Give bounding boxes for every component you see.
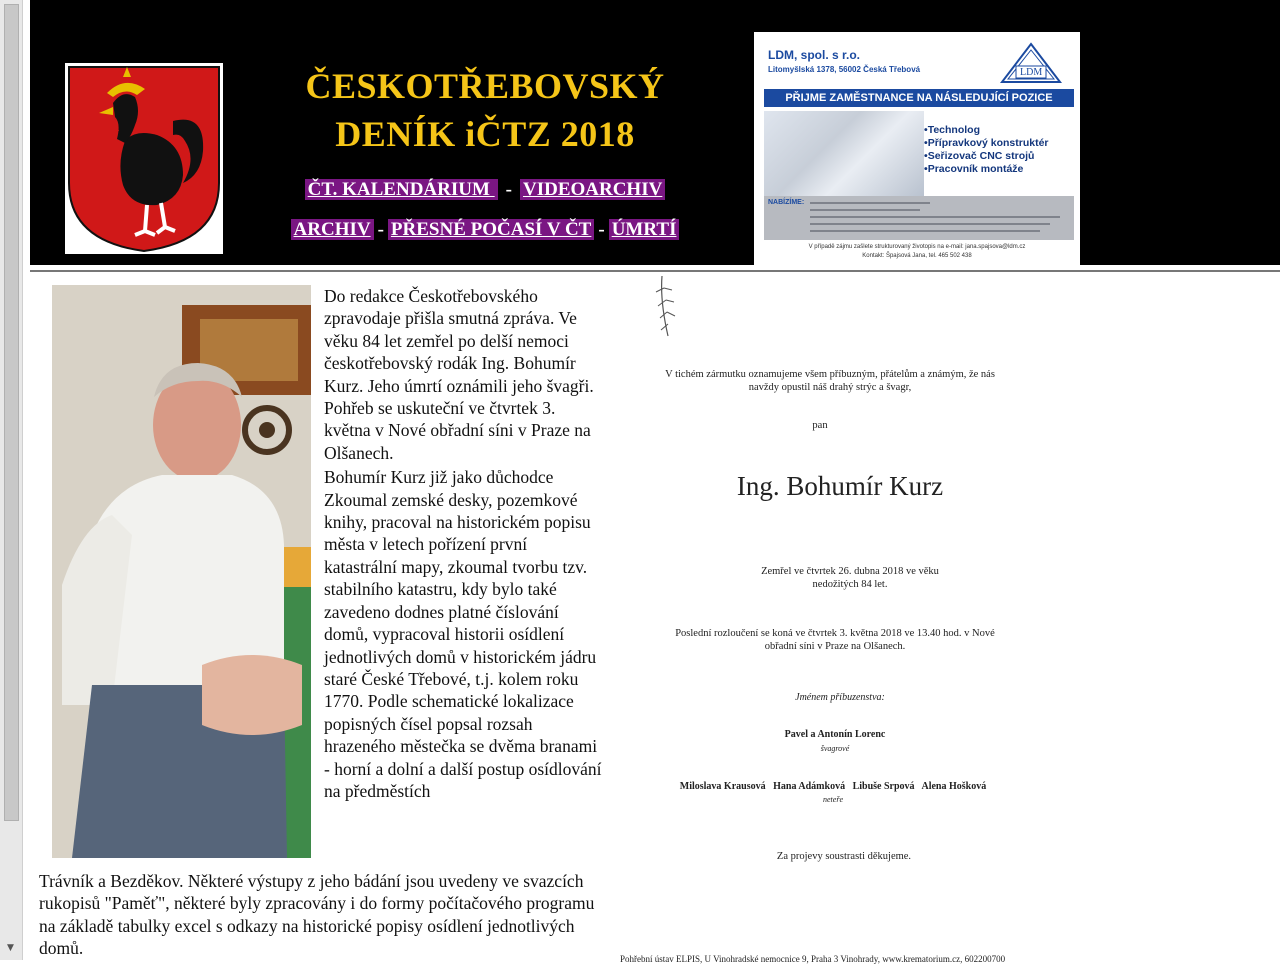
nav-link-archiv[interactable]: ARCHIV [291,219,374,240]
nav-link-pocasi[interactable]: PŘESNÉ POČASÍ V ČT [388,219,594,240]
ad-position-item: • Seřizovač CNC strojů [924,150,1049,163]
obituary-death-date: Zemřel ve čtvrtek 26. dubna 2018 ve věku nedožitých 84 let. [761,566,939,590]
ad-position-item: • Přípravkový konstruktér [924,137,1049,150]
scrollbar-thumb[interactable] [4,4,19,821]
ad-benefits-box [764,196,1074,240]
obituary-brothers-in-law: Pavel a Antonín Lorenc [784,729,886,740]
ad-footer-contact: Kontakt: Špajsová Jana, tel. 465 502 438 [862,253,972,259]
ldm-job-ad[interactable] [754,32,1080,266]
obituary-nieces: Miloslava Krausová Hana Adámková Libuše Srpová Alena Hošková [679,781,987,792]
obituary-thanks: Za projevy soustrasti děkujeme. [776,851,912,862]
article-paragraph-2: Bohumír Kurz již jako důchodce Zkoumal zemské desky, pozemkové knihy, pracoval na historickém popisu města v letech pořízení první katastrální mapy, zkoumal tvorbu tzv. stabilního katastru, kdy bylo také zavedeno dodnes platné číslování domů, vypracoval historii osídlení jednotlivých domů v historickém jádru staré České Třebové, t.j. kolem roku 1770. Podle schematické lokalizace popisných čísel popsal rozsah hrazeného městečka se dvěma branami - horní a dolní a další postup osídlování na předměstích [324,467,602,801]
benefit-text-line [810,223,1050,225]
ad-positions-list [924,124,1049,176]
nav-row-1 [240,179,730,201]
olive-branch-icon [630,276,690,346]
obituary-funeral-home: Pohřební ústav ELPIS, U Vinohradské nemocnice 9, Praha 3 Vinohrady, www.krematorium.cz, 602200700 [620,954,1006,964]
obituary-intro: V tichém zármutku oznamujeme všem příbuzným, přátelům a známým, že nás navždy opustil náš drahý strýc a švagr, [665,369,995,393]
nav-separator: - [598,219,605,240]
obituary-brothers-in-law-label: švagrové [820,744,850,753]
site-title-line2: DENÍK iČTZ 2018 [335,114,635,154]
nav-separator: - [505,179,512,200]
article-body [324,285,604,803]
nav-separator: - [377,219,384,240]
benefit-text-line [810,216,1060,218]
benefit-text-line [810,209,920,211]
ad-company-name: LDM, spol. s r.o. [768,48,861,62]
coat-of-arms-logo[interactable] [65,63,223,254]
factory-photo [764,111,924,196]
site-title-line1: ČESKOTŘEBOVSKÝ [305,66,665,106]
ad-benefits-label: NABÍZÍME: [768,199,805,206]
page-scrollbar[interactable] [0,0,23,960]
ldm-logo [1000,42,1062,84]
obituary-name: Ing. Bohumír Kurz [736,471,944,501]
ad-address: Litomyšlská 1378, 56002 Česká Třebová [768,65,921,74]
header-divider [30,270,1280,272]
nav-row-2 [240,219,730,241]
nav-link-umrti[interactable]: ÚMRTÍ [609,219,680,240]
obituary-notice [610,276,1050,964]
benefit-text-line [810,202,930,204]
ad-headline: PŘIJME ZAMĚSTNANCE NA NÁSLEDUJÍCÍ POZICE [764,89,1074,107]
ad-position-item: • Technolog [924,124,1049,137]
article-paragraph-1: Do redakce Českotřebovského zpravodaje přišla smutná zpráva. Ve věku 84 let zemřel po delší nemoci českotřebovský rodák Ing. Bohumír Kurz. Jeho úmrtí oznámili jeho švagři. Pohřeb se uskuteční ve čtvrtek 3. května v Nové obřadní síni v Praze na Olšanech. [324,286,594,463]
portrait-photo [52,285,311,858]
man-portrait-image [52,285,311,858]
benefit-text-line [810,230,1040,232]
obituary-on-behalf: Jménem příbuzenstva: [795,692,885,703]
site-title [240,62,730,158]
rooster-shield-icon [65,63,223,254]
ad-footer-email: V případě zájmu zašlete strukturovaný životopis na e-mail: jana.spajsova@ldm.cz [808,244,1026,250]
article-paragraph-tail: Trávník a Bezděkov. Některé výstupy z jeho bádání jsou uvedeny ve svazcích rukopisů "Paměť", některé byly zpracovány i do formy počítačového programu na základě tabulky excel s odkazy na historické popisy osídlení jednotlivých domů. [39,871,595,959]
obituary-farewell: Poslední rozloučení se koná ve čtvrtek 3. května 2018 ve 13.40 hod. v Nové obřadní síni v Praze na Olšanech. [675,628,995,652]
ldm-logo-text: LDM [1020,67,1043,78]
obituary-nieces-label: neteře [823,795,843,804]
nav-link-kalendarium[interactable]: ČT. KALENDÁRIUM [305,179,498,200]
ad-position-item: • Pracovník montáže [924,163,1049,176]
nav-link-videoarchiv[interactable]: VIDEOARCHIV [520,179,665,200]
scroll-down-arrow-icon[interactable]: ▼ [7,943,14,953]
obituary-pan: pan [812,420,828,431]
